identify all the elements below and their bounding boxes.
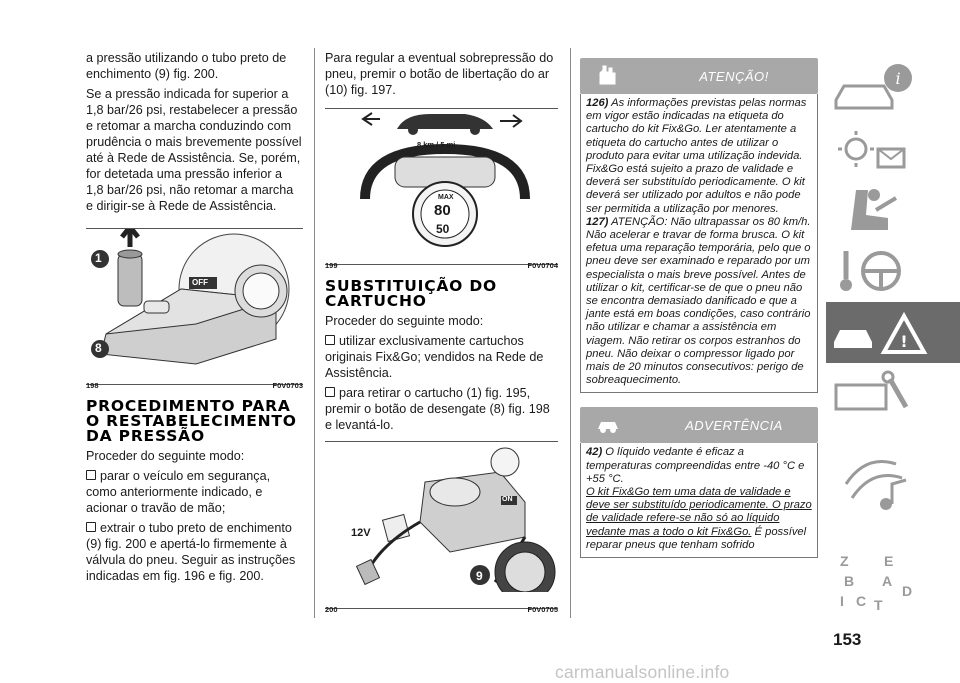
svg-text:A: A xyxy=(882,573,893,589)
warning-title: ATENÇÃO! xyxy=(699,69,769,84)
sidebar-item-starting[interactable] xyxy=(826,241,960,302)
advice-header xyxy=(580,407,818,443)
compressor-illustration xyxy=(86,229,303,369)
bullet-item: extrair o tubo preto de enchimento (9) fig. 200 e apertá-lo firmemente à válvula do pneu. Seguir as instruções indicadas em fig. 196 e fig. 200. xyxy=(86,521,296,583)
bullet-icon xyxy=(325,335,335,345)
bullet-item: parar o veículo em segurança, como anteriormente indicado, e acionar o travão de mão; xyxy=(86,469,271,515)
paragraph: Para regular a eventual sobrepressão do pneu, premir o botão de libertação do ar (10) fig. 197. xyxy=(325,51,554,97)
bullet-item: utilizar exclusivamente cartuchos originais Fix&Go; vendidos na Rede de Assistência. xyxy=(325,334,544,380)
bullet-icon xyxy=(86,522,96,532)
tire-inflation-illustration xyxy=(325,442,558,592)
warning-box xyxy=(580,58,818,393)
car-warning-icon xyxy=(596,413,620,435)
paragraph: Proceder do seguinte modo: xyxy=(325,314,484,328)
media-icon xyxy=(826,424,960,544)
figure-number: 200 xyxy=(325,605,338,614)
figure-code: F0V0705 xyxy=(527,605,558,614)
figure-code: F0V0703 xyxy=(272,381,303,390)
speed-80: 80 xyxy=(434,202,451,219)
bullet-icon xyxy=(325,387,335,397)
svg-text:C: C xyxy=(856,593,867,609)
watermark: carmanualsonline.info xyxy=(555,662,730,682)
sidebar-item-maintenance[interactable] xyxy=(826,363,960,424)
sidebar-item-car-info[interactable] xyxy=(826,58,960,119)
column-2 xyxy=(325,50,558,614)
section-heading: PROCEDIMENTO PARA O RESTABELECIMENTO DA PRESSÃO xyxy=(86,397,297,445)
figure-198 xyxy=(86,228,303,390)
paragraph: a pressão utilizando o tubo preto de enchimento (9) fig. 200. xyxy=(86,51,287,81)
index-icon xyxy=(826,544,960,614)
figure-200 xyxy=(325,441,558,614)
column-divider xyxy=(314,48,315,618)
emergency-triangle-icon xyxy=(826,302,960,363)
svg-text:Z: Z xyxy=(840,553,849,569)
sidebar-item-emergency[interactable] xyxy=(826,302,960,363)
figure-number: 199 xyxy=(325,261,338,270)
hand-warning-icon xyxy=(596,64,620,86)
sidebar-item-warning-lights[interactable] xyxy=(826,119,960,180)
paragraph: Proceder do seguinte modo: xyxy=(86,449,245,463)
figure-199 xyxy=(325,108,558,270)
svg-text:i: i xyxy=(895,69,901,88)
svg-text:T: T xyxy=(874,597,883,613)
advice-text: 42) O líquido vedante é eficaz a temperaturas compreendidas entre -40 °C e +55 °C. O kit Fix&Go tem uma data de validade e deve ser substituído periodicamente. O prazo de validade refere-se não só ao líquido vedante mas a todo o kit Fix&Go. É possível reparar pneus que tenham sofrido xyxy=(580,443,818,558)
figure-number: 198 xyxy=(86,381,99,390)
advice-box xyxy=(580,407,818,558)
figure-code: F0V0704 xyxy=(527,261,558,270)
svg-text:E: E xyxy=(884,553,894,569)
sidebar-item-index[interactable] xyxy=(826,544,960,614)
bullet-item: para retirar o cartucho (1) fig. 195, premir o botão de desengate (8) fig. 198 e levantá-lo. xyxy=(325,386,550,432)
warning-header xyxy=(580,58,818,94)
svg-text:D: D xyxy=(902,583,913,599)
callout-1: 1 xyxy=(95,251,102,265)
speed-label: 8 km / 5 mi xyxy=(417,140,456,149)
column-3 xyxy=(580,58,818,558)
paragraph: Se a pressão indicada for superior a 1,8 bar/26 psi, restabelecer a pressão e retomar a marcha conduzindo com prudência o mais brevemente possível até à Rede de Assistência. Se, porém, for detetada uma pressão inferior a 1,8 bar/26 psi, não retomar a marcha e dirigir-se à Rede de Assistência. xyxy=(86,87,302,213)
tools-icon xyxy=(826,363,960,424)
12v-label: 12V xyxy=(351,527,371,539)
callout-8: 8 xyxy=(95,341,102,355)
off-label: OFF xyxy=(192,278,208,287)
warning-text: 126) As informações previstas pelas normas em vigor estão indicadas na etiqueta do cartucho do kit Fix&Go. Ler atentamente a etiqueta do cartucho antes de utilizar o produto para evitar uma utilização indevida. Fix&Go está sujeito a prazo de validade e deverá ser substituído periodicamente. O kit deverá ser utilizado por adultos e não pode ser permitida a utilização por menores. 127) ATENÇÃO: Não ultrapassar os 80 km/h. Não acelerar e travar de forma brusca. O kit efetua uma reparação temporária, pelo que o pneu deve ser examinado e reparado por um especialista o mais breve possível. Antes de utilizar o kit, certificar-se de que o pneu não se encontra demasiado danificado e que a jante está em boas condições, caso contrário não utilizar e chamar a assistência em viagem. Não retirar os corpos estranhos do pneu. Não deixar o compressor ligado por mais de 20 minutos consecutivos: perigo de sobreaquecimento. xyxy=(580,94,818,393)
column-divider xyxy=(570,48,571,618)
sidebar-item-technical[interactable] xyxy=(826,424,960,544)
car-info-icon xyxy=(826,58,960,119)
sidebar-item-safety[interactable] xyxy=(826,180,960,241)
warning-lights-icon xyxy=(826,119,960,180)
speed-50: 50 xyxy=(436,222,450,236)
advice-title: ADVERTÊNCIA xyxy=(685,418,783,434)
airbag-seat-icon xyxy=(826,180,960,241)
column-1 xyxy=(86,50,303,588)
on-label: ON xyxy=(502,496,513,503)
svg-text:!: ! xyxy=(900,332,908,351)
max-label: MAX xyxy=(438,194,454,201)
callout-9: 9 xyxy=(476,569,483,583)
key-steering-icon xyxy=(826,241,960,302)
page-number: 153 xyxy=(833,630,862,649)
svg-text:I: I xyxy=(840,593,844,609)
section-heading: SUBSTITUIÇÃO DO CARTUCHO xyxy=(325,277,497,310)
svg-text:B: B xyxy=(844,573,855,589)
bullet-icon xyxy=(86,470,96,480)
